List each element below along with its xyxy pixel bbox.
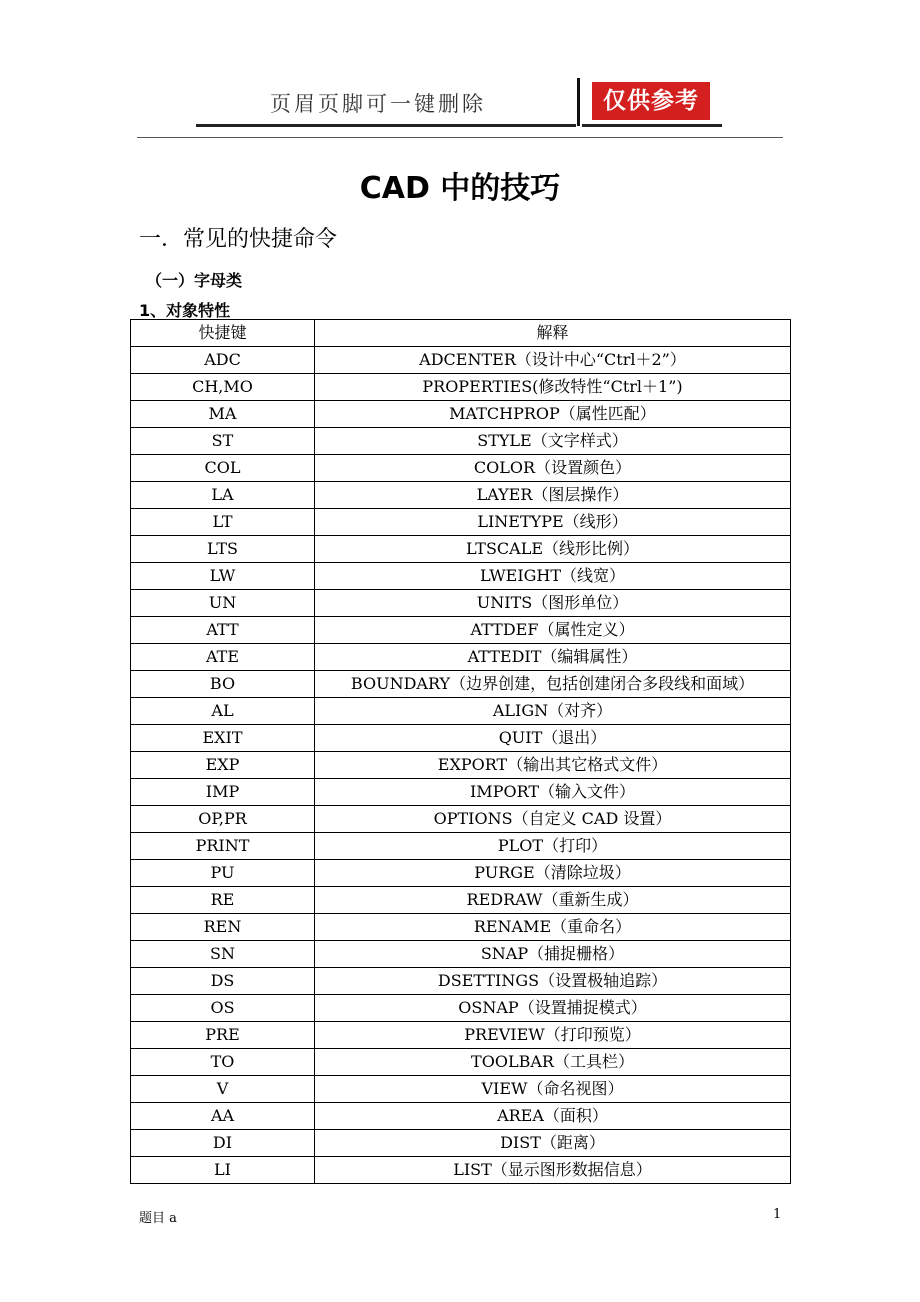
page-number: 1	[773, 1207, 782, 1222]
header-reference-badge: 仅供参考	[592, 82, 710, 120]
description-cell: SNAP（捕捉栅格）	[315, 941, 791, 968]
table-row	[131, 1049, 791, 1076]
table-row	[131, 860, 791, 887]
shortcut-cell: PRINT	[131, 833, 315, 860]
table-row	[131, 1022, 791, 1049]
table-row	[131, 455, 791, 482]
shortcut-cell: PRE	[131, 1022, 315, 1049]
description-cell: EXPORT（输出其它格式文件）	[315, 752, 791, 779]
subsection-heading: （一）字母类	[146, 271, 243, 290]
table-row	[131, 401, 791, 428]
description-cell: REDRAW（重新生成）	[315, 887, 791, 914]
description-cell: ALIGN（对齐）	[315, 698, 791, 725]
document-title: CAD 中的技巧	[359, 171, 561, 206]
shortcut-cell: BO	[131, 671, 315, 698]
shortcut-cell: LT	[131, 509, 315, 536]
table-row	[131, 995, 791, 1022]
header-removable-note: 页眉页脚可一键删除	[270, 92, 486, 116]
description-cell: DIST（距离）	[315, 1130, 791, 1157]
table-row	[131, 1103, 791, 1130]
description-cell: OSNAP（设置捕捉模式）	[315, 995, 791, 1022]
shortcut-cell: ST	[131, 428, 315, 455]
description-cell: ATTEDIT（编辑属性）	[315, 644, 791, 671]
shortcut-cell: LW	[131, 563, 315, 590]
description-cell: LTSCALE（线形比例）	[315, 536, 791, 563]
description-cell: LWEIGHT（线宽）	[315, 563, 791, 590]
description-cell: TOOLBAR（工具栏）	[315, 1049, 791, 1076]
table-row	[131, 374, 791, 401]
description-cell: AREA（面积）	[315, 1103, 791, 1130]
description-cell: ATTDEF（属性定义）	[315, 617, 791, 644]
header-underline-right	[582, 124, 722, 127]
table-row	[131, 698, 791, 725]
header-rule	[137, 137, 783, 138]
table-row	[131, 428, 791, 455]
table-row	[131, 1076, 791, 1103]
table-header-row	[131, 320, 791, 347]
description-cell: ADCENTER（设计中心“Ctrl＋2”）	[315, 347, 791, 374]
table-row	[131, 536, 791, 563]
shortcut-cell: LI	[131, 1157, 315, 1184]
header-underline	[196, 124, 576, 127]
table-row	[131, 617, 791, 644]
description-cell: LIST（显示图形数据信息）	[315, 1157, 791, 1184]
header-separator	[577, 78, 580, 126]
description-cell: PURGE（清除垃圾）	[315, 860, 791, 887]
footer-label: 题目 a	[139, 1211, 177, 1226]
table-row	[131, 563, 791, 590]
shortcut-cell: AA	[131, 1103, 315, 1130]
shortcut-cell: EXIT	[131, 725, 315, 752]
table-row	[131, 671, 791, 698]
table-row	[131, 941, 791, 968]
description-cell: QUIT（退出）	[315, 725, 791, 752]
header-cell-description: 解释	[315, 320, 791, 347]
table-row	[131, 590, 791, 617]
description-cell: MATCHPROP（属性匹配）	[315, 401, 791, 428]
shortcut-cell: ATE	[131, 644, 315, 671]
table-row	[131, 1157, 791, 1184]
description-cell: BOUNDARY（边界创建，包括创建闭合多段线和面域）	[315, 671, 791, 698]
table-row	[131, 914, 791, 941]
shortcut-cell: DS	[131, 968, 315, 995]
table-row	[131, 509, 791, 536]
table-row	[131, 968, 791, 995]
description-cell: DSETTINGS（设置极轴追踪）	[315, 968, 791, 995]
shortcut-cell: LTS	[131, 536, 315, 563]
shortcut-cell: COL	[131, 455, 315, 482]
description-cell: OPTIONS（自定义 CAD 设置）	[315, 806, 791, 833]
table-row	[131, 833, 791, 860]
description-cell: COLOR（设置颜色）	[315, 455, 791, 482]
section-heading: 一．常见的快捷命令	[139, 227, 338, 252]
description-cell: PREVIEW（打印预览）	[315, 1022, 791, 1049]
shortcut-cell: SN	[131, 941, 315, 968]
table-row	[131, 482, 791, 509]
table-row	[131, 644, 791, 671]
shortcut-cell: V	[131, 1076, 315, 1103]
description-cell: RENAME（重命名）	[315, 914, 791, 941]
shortcut-cell: TO	[131, 1049, 315, 1076]
table-row	[131, 1130, 791, 1157]
shortcut-cell: PU	[131, 860, 315, 887]
description-cell: LAYER（图层操作）	[315, 482, 791, 509]
shortcut-cell: RE	[131, 887, 315, 914]
shortcut-cell: ATT	[131, 617, 315, 644]
shortcut-cell: EXP	[131, 752, 315, 779]
shortcut-cell: IMP	[131, 779, 315, 806]
shortcut-cell: AL	[131, 698, 315, 725]
shortcut-cell: UN	[131, 590, 315, 617]
shortcut-cell: CH,MO	[131, 374, 315, 401]
shortcut-cell: DI	[131, 1130, 315, 1157]
table-row	[131, 752, 791, 779]
page-header	[196, 78, 724, 128]
header-cell-shortcut: 快捷键	[131, 320, 315, 347]
shortcut-cell: MA	[131, 401, 315, 428]
shortcut-cell: REN	[131, 914, 315, 941]
table-row	[131, 779, 791, 806]
shortcut-cell: ADC	[131, 347, 315, 374]
shortcut-cell: OP,PR	[131, 806, 315, 833]
description-cell: STYLE（文字样式）	[315, 428, 791, 455]
description-cell: IMPORT（输入文件）	[315, 779, 791, 806]
shortcut-table	[130, 319, 791, 1184]
description-cell: UNITS（图形单位）	[315, 590, 791, 617]
table-row	[131, 725, 791, 752]
description-cell: LINETYPE（线形）	[315, 509, 791, 536]
description-cell: VIEW（命名视图）	[315, 1076, 791, 1103]
subsubsection-heading: 1、对象特性	[139, 301, 231, 320]
description-cell: PLOT（打印）	[315, 833, 791, 860]
description-cell: PROPERTIES(修改特性“Ctrl＋1”)	[315, 374, 791, 401]
table-row	[131, 887, 791, 914]
table-row	[131, 347, 791, 374]
shortcut-cell: OS	[131, 995, 315, 1022]
shortcut-cell: LA	[131, 482, 315, 509]
table-row	[131, 806, 791, 833]
